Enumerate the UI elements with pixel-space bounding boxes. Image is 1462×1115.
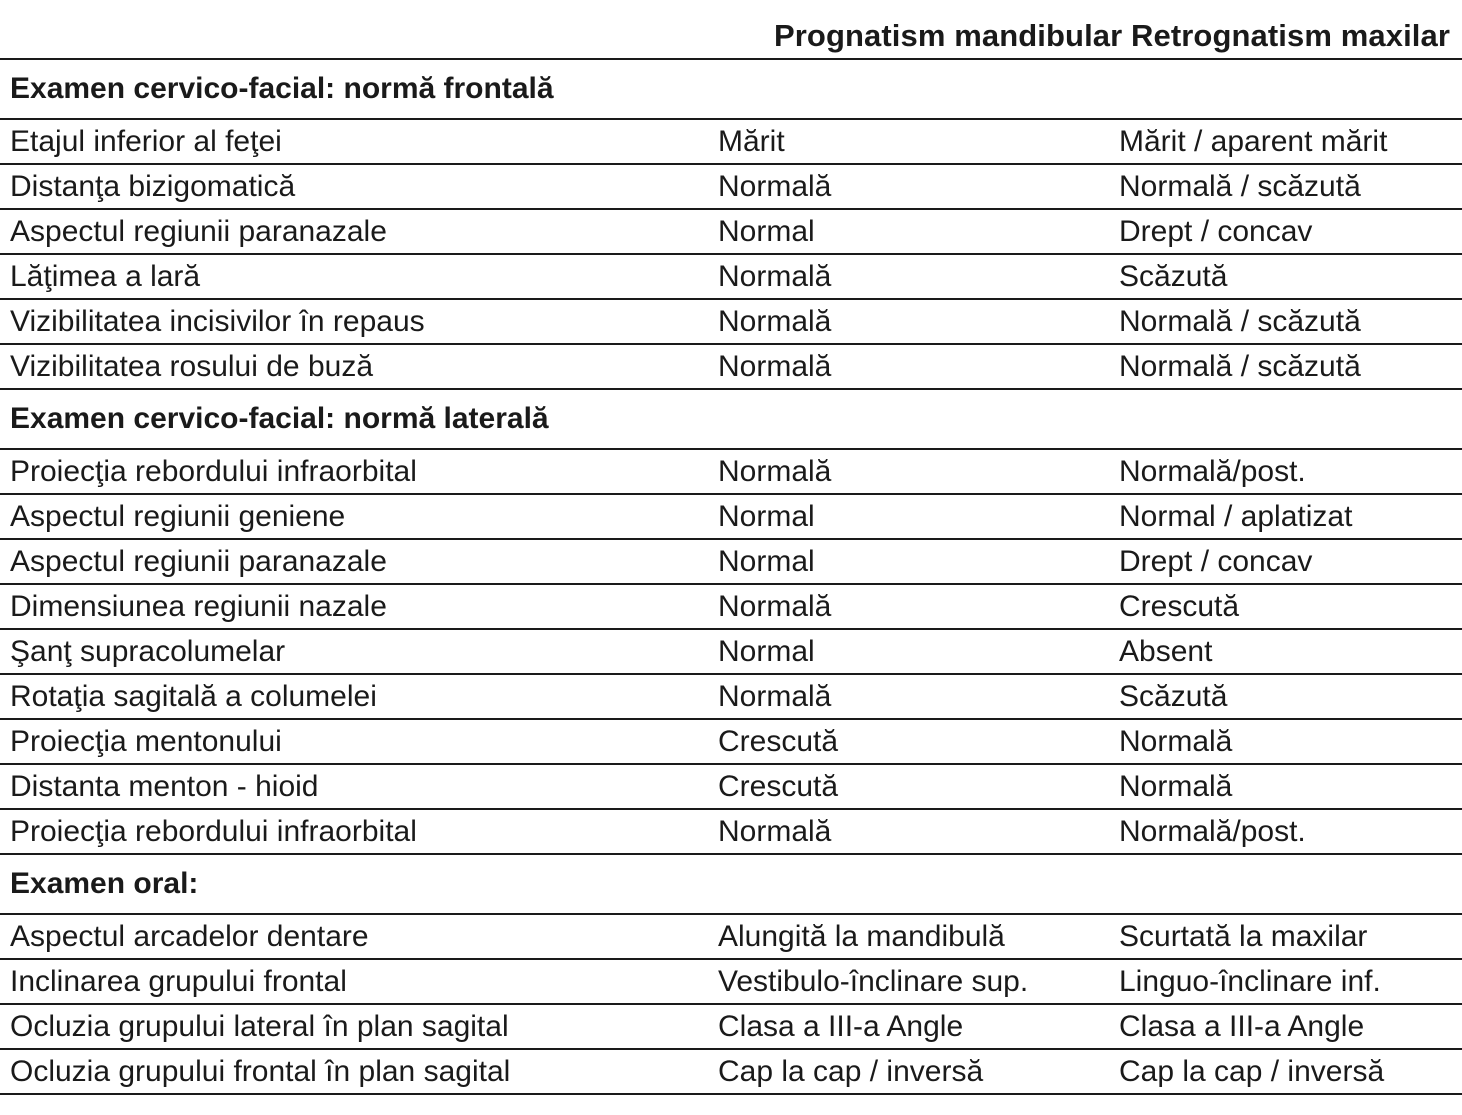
table-row	[0, 960, 1462, 1005]
retrognatism-maxilar-value: Normală / scăzută	[1119, 169, 1361, 203]
table-row	[0, 675, 1462, 720]
parameter-label: Proiecţia mentonului	[10, 724, 282, 758]
retrognatism-maxilar-value: Linguo-înclinare inf.	[1119, 964, 1381, 998]
retrognatism-maxilar-value: Drept / concav	[1119, 544, 1313, 578]
parameter-label: Vizibilitatea rosului de buză	[10, 349, 374, 383]
parameter-label: Distanţa bizigomatică	[10, 169, 296, 203]
table-row	[0, 540, 1462, 585]
retrognatism-maxilar-value: Normală	[1119, 769, 1233, 803]
prognatism-mandibular-value: Normală	[718, 454, 832, 488]
retrognatism-maxilar-value: Normală/post.	[1119, 814, 1306, 848]
table-row	[0, 1050, 1462, 1095]
prognatism-mandibular-value: Normală	[718, 679, 832, 713]
retrognatism-maxilar-value: Normală/post.	[1119, 454, 1306, 488]
parameter-label: Aspectul regiunii geniene	[10, 499, 346, 533]
parameter-label: Vizibilitatea incisivilor în repaus	[10, 304, 425, 338]
prognatism-mandibular-value: Clasa a III-a Angle	[718, 1009, 964, 1043]
parameter-label: Aspectul regiunii paranazale	[10, 214, 387, 248]
prognatism-mandibular-value: Normal	[718, 634, 815, 668]
parameter-label: Aspectul arcadelor dentare	[10, 919, 369, 953]
table-row	[0, 495, 1462, 540]
table-row	[0, 915, 1462, 960]
prognatism-mandibular-value: Normal	[718, 214, 815, 248]
retrognatism-maxilar-value: Clasa a III-a Angle	[1119, 1009, 1365, 1043]
prognatism-mandibular-value: Normală	[718, 304, 832, 338]
retrognatism-maxilar-value: Normală	[1119, 724, 1233, 758]
prognatism-mandibular-value: Normal	[718, 499, 815, 533]
parameter-label: Distanta menton - hioid	[10, 769, 319, 803]
table-row	[0, 345, 1462, 390]
parameter-label: Rotaţia sagitală a columelei	[10, 679, 377, 713]
parameter-label: Dimensiunea regiunii nazale	[10, 589, 387, 623]
table-header	[0, 0, 1462, 60]
parameter-label: Ocluzia grupului lateral în plan sagital	[10, 1009, 509, 1043]
prognatism-mandibular-value: Normală	[718, 349, 832, 383]
table-row	[0, 210, 1462, 255]
table-row	[0, 585, 1462, 630]
section-title: Examen cervico-facial: normă frontală	[10, 72, 554, 105]
table-row	[0, 810, 1462, 855]
prognatism-mandibular-value: Normal	[718, 544, 815, 578]
retrognatism-maxilar-value: Absent	[1119, 634, 1213, 668]
parameter-label: Proiecţia rebordului infraorbital	[10, 454, 417, 488]
section-heading-row	[0, 60, 1462, 120]
retrognatism-maxilar-value: Mărit / aparent mărit	[1119, 124, 1388, 158]
retrognatism-maxilar-value: Scurtată la maxilar	[1119, 919, 1368, 953]
table-row	[0, 450, 1462, 495]
parameter-label: Ocluzia grupului frontal în plan sagital	[10, 1054, 511, 1088]
table-row	[0, 1005, 1462, 1050]
retrognatism-maxilar-value: Normal / aplatizat	[1119, 499, 1353, 533]
section-heading-row	[0, 855, 1462, 915]
table-row	[0, 255, 1462, 300]
column-headers: Prognatism mandibular Retrognatism maxilar	[773, 18, 1450, 53]
retrognatism-maxilar-value: Cap la cap / inversă	[1119, 1054, 1385, 1088]
retrognatism-maxilar-value: Crescută	[1119, 589, 1240, 623]
parameter-label: Şanţ supracolumelar	[10, 634, 286, 668]
prognatism-mandibular-value: Normală	[718, 259, 832, 293]
retrognatism-maxilar-value: Normală / scăzută	[1119, 304, 1361, 338]
parameter-label: Etajul inferior al feţei	[10, 124, 282, 158]
retrognatism-maxilar-value: Drept / concav	[1119, 214, 1313, 248]
section-heading-row	[0, 390, 1462, 450]
prognatism-mandibular-value: Crescută	[718, 769, 839, 803]
table-row	[0, 720, 1462, 765]
section-title: Examen oral:	[10, 867, 199, 900]
retrognatism-maxilar-value: Scăzută	[1119, 679, 1228, 713]
table-row	[0, 630, 1462, 675]
table-row	[0, 120, 1462, 165]
prognatism-mandibular-value: Normală	[718, 169, 832, 203]
parameter-label: Proiecţia rebordului infraorbital	[10, 814, 417, 848]
prognatism-mandibular-value: Alungită la mandibulă	[718, 919, 1005, 953]
retrognatism-maxilar-value: Normală / scăzută	[1119, 349, 1361, 383]
parameter-label: Lăţimea a lară	[10, 259, 201, 293]
table-row	[0, 300, 1462, 345]
table-row	[0, 165, 1462, 210]
parameter-label: Aspectul regiunii paranazale	[10, 544, 387, 578]
retrognatism-maxilar-value: Scăzută	[1119, 259, 1228, 293]
parameter-label: Inclinarea grupului frontal	[10, 964, 347, 998]
prognatism-mandibular-value: Normală	[718, 589, 832, 623]
prognatism-mandibular-value: Vestibulo-înclinare sup.	[718, 964, 1029, 998]
section-title: Examen cervico-facial: normă laterală	[10, 402, 549, 435]
prognatism-mandibular-value: Crescută	[718, 724, 839, 758]
table-row	[0, 765, 1462, 810]
prognatism-mandibular-value: Normală	[718, 814, 832, 848]
prognatism-mandibular-value: Cap la cap / inversă	[718, 1054, 984, 1088]
prognatism-mandibular-value: Mărit	[718, 124, 785, 158]
